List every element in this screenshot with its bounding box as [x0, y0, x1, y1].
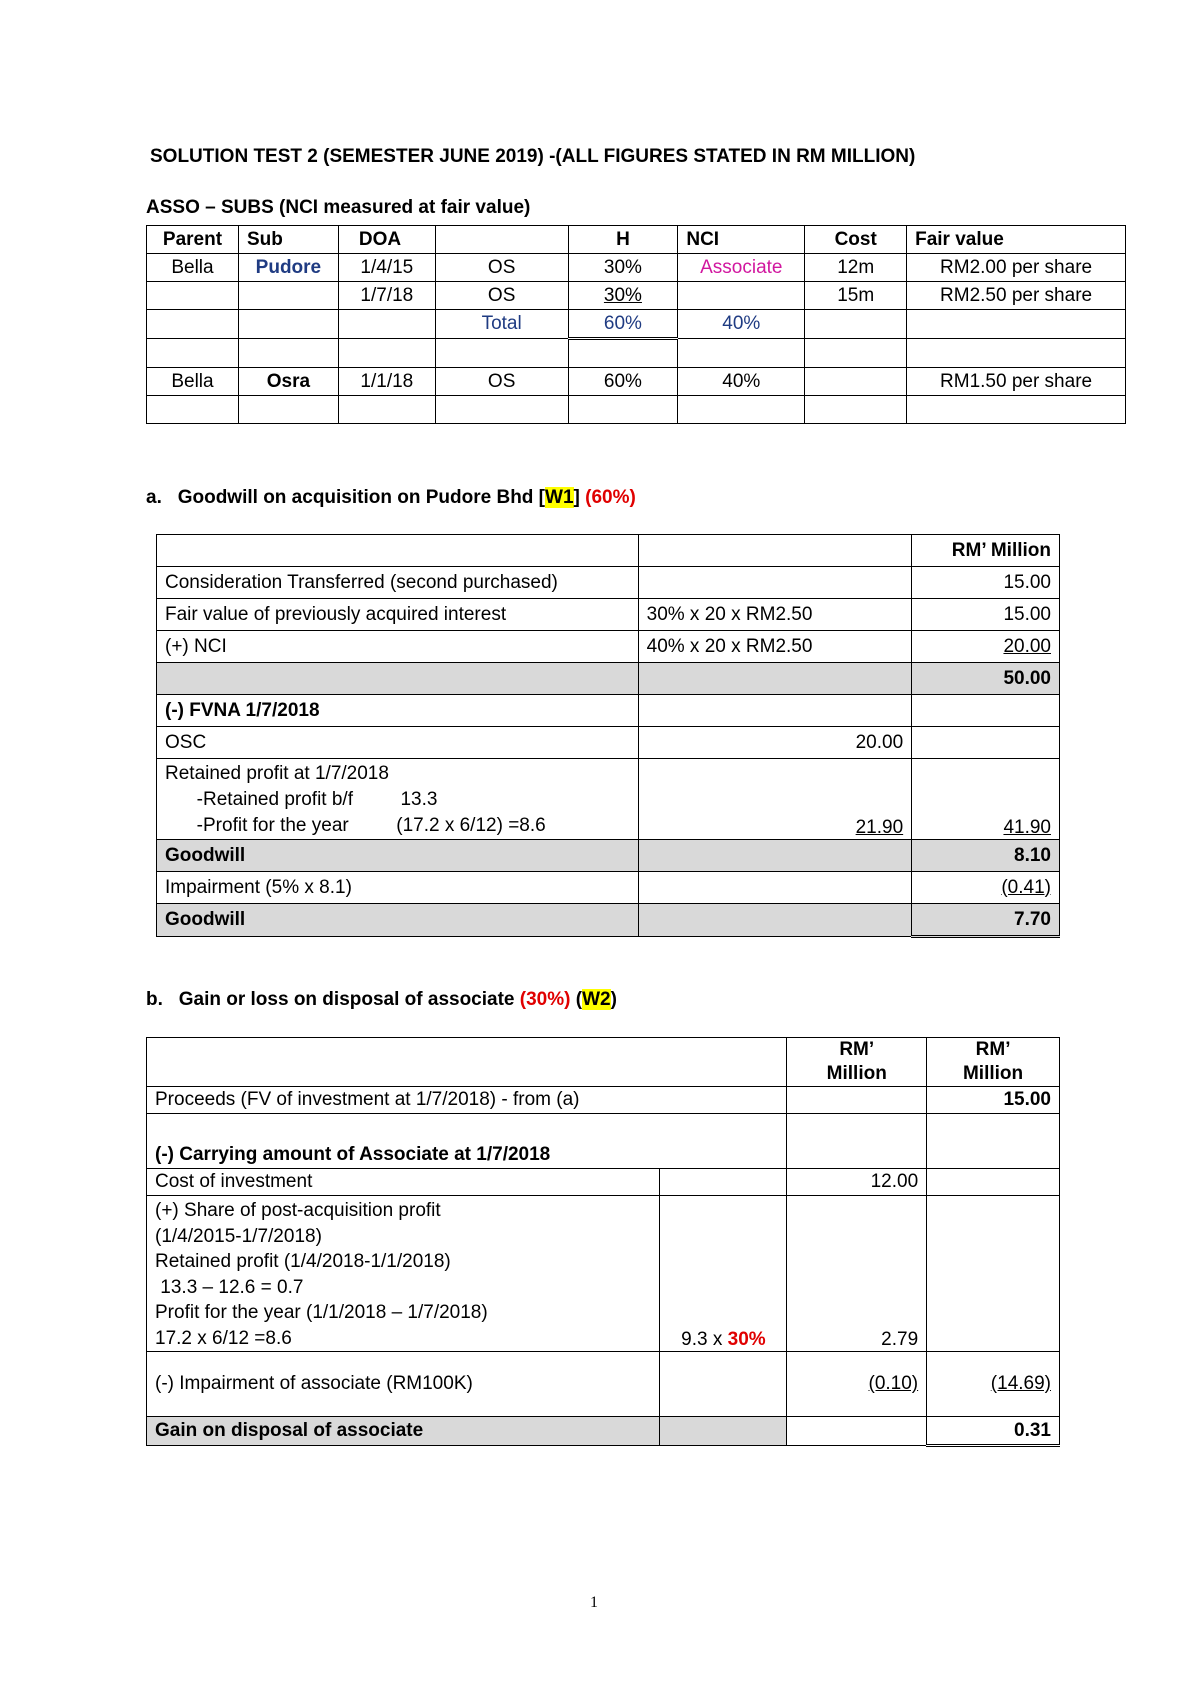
cell — [927, 1196, 1060, 1352]
cell: 1/4/15 — [338, 254, 435, 282]
cell: 30% — [568, 254, 678, 282]
section-b-pct: (30%) — [519, 989, 571, 1010]
row-value: 41.90 — [1003, 817, 1051, 838]
cell — [568, 339, 678, 368]
header-rm-million-1: RM’ Million — [787, 1038, 927, 1087]
row-calc — [638, 663, 912, 695]
cell: 60% — [568, 368, 678, 396]
page-number: 1 — [590, 1594, 598, 1611]
table-row — [147, 254, 1126, 282]
header-rm-million-2: RM’ Million — [927, 1038, 1060, 1087]
cell: 15m — [805, 282, 907, 310]
cell — [147, 282, 239, 310]
proceeds-value: 15.00 — [927, 1087, 1060, 1114]
row-mid: 20.00 — [638, 727, 912, 759]
cell: Total — [435, 310, 568, 339]
row-value: (0.41) — [912, 872, 1060, 904]
cell: 40% — [678, 310, 805, 339]
table-row — [157, 663, 1060, 695]
header-h: H — [568, 226, 678, 254]
section-b-text: Gain or loss on disposal of associate — [178, 989, 520, 1010]
row-calc — [638, 904, 912, 937]
cell: Bella — [147, 368, 239, 396]
section-b-prefix: b. — [146, 989, 163, 1010]
cost-mid: 12.00 — [787, 1169, 927, 1196]
table-row — [157, 759, 1060, 840]
section-a-ref: W1 — [545, 487, 574, 508]
cell — [787, 1417, 927, 1446]
cell — [927, 1114, 1060, 1169]
section-a-text: Goodwill on acquisition on Pudore Bhd [ — [177, 487, 546, 508]
cell — [805, 339, 907, 368]
cell: 60% — [568, 310, 678, 339]
table-row — [147, 339, 1126, 368]
table-row — [157, 840, 1060, 872]
cell: RM2.50 per share — [907, 282, 1126, 310]
cell — [907, 396, 1126, 424]
cell: OS — [435, 254, 568, 282]
row-label: (+) NCI — [157, 631, 639, 663]
table-row — [157, 695, 1060, 727]
table-row — [147, 282, 1126, 310]
row-calc — [638, 567, 912, 599]
goodwill-table — [156, 534, 1060, 938]
cell — [907, 339, 1126, 368]
row-calc — [638, 872, 912, 904]
row-label: Consideration Transferred (second purchased) — [157, 567, 639, 599]
table-row — [147, 1417, 1060, 1446]
row-calc: 40% x 20 x RM2.50 — [638, 631, 912, 663]
row-calc — [638, 840, 912, 872]
cell — [338, 310, 435, 339]
gain-value: 0.31 — [927, 1417, 1060, 1446]
row-mid: 21.90 — [855, 817, 904, 838]
cell: OS — [435, 282, 568, 310]
header-doa: DOA — [338, 226, 435, 254]
cell: 30% — [568, 282, 678, 310]
row-label: Fair value of previously acquired interest — [157, 599, 639, 631]
cell — [238, 396, 338, 424]
section-b-ref: W2 — [582, 989, 611, 1010]
cell — [660, 1169, 787, 1196]
table-row — [147, 368, 1126, 396]
cell: 1/1/18 — [338, 368, 435, 396]
cell — [805, 368, 907, 396]
section-b-heading — [146, 989, 617, 1011]
row-value: 20.00 — [912, 631, 1060, 663]
table-row — [157, 599, 1060, 631]
header-sub: Sub — [238, 226, 338, 254]
cell — [238, 310, 338, 339]
share-calc-pct: 30% — [727, 1329, 766, 1350]
cell — [147, 396, 239, 424]
cell: Bella — [147, 254, 239, 282]
cell — [927, 1169, 1060, 1196]
cell — [157, 535, 639, 567]
row-label — [157, 663, 639, 695]
share-label: (+) Share of post-acquisition profit (1/4/2015-1/7/2018) Retained profit (1/4/2018-1/1/2018) 13.3 – 12.6 = 0.7 Profit for the year (1/1/2018 – 1/7/2018) 17.2 x 6/12 =8.6 — [147, 1196, 660, 1352]
ownership-table — [146, 225, 1126, 424]
cell — [638, 535, 912, 567]
cell — [787, 1114, 927, 1169]
row-value: 15.00 — [912, 567, 1060, 599]
table-row — [147, 310, 1126, 339]
cell: 1/7/18 — [338, 282, 435, 310]
proceeds-label: Proceeds (FV of investment at 1/7/2018) - from (a) — [147, 1087, 787, 1114]
section-a-close: ] — [573, 487, 580, 508]
row-label: Goodwill — [157, 904, 639, 937]
row-label: Retained profit at 1/7/2018 -Retained profit b/f 13.3 -Profit for the year (17.2 x 6/12) =8.6 — [157, 759, 639, 840]
row-label: OSC — [157, 727, 639, 759]
table-row — [157, 631, 1060, 663]
cell — [805, 396, 907, 424]
share-calc: 9.3 x — [681, 1329, 728, 1350]
cell — [805, 310, 907, 339]
share-mid: 2.79 — [787, 1196, 927, 1352]
cell — [660, 1352, 787, 1417]
table-header-row — [157, 535, 1060, 567]
cell — [568, 396, 678, 424]
cell — [678, 339, 805, 368]
table-row — [147, 1114, 1060, 1169]
row-value: 50.00 — [912, 663, 1060, 695]
disposal-table — [146, 1037, 1060, 1447]
cell — [338, 339, 435, 368]
table-header-row — [147, 226, 1126, 254]
row-value: 8.10 — [912, 840, 1060, 872]
row-value — [912, 695, 1060, 727]
cell — [338, 396, 435, 424]
cell — [907, 310, 1126, 339]
cell — [435, 339, 568, 368]
cell: Osra — [238, 368, 338, 396]
table-row — [147, 1169, 1060, 1196]
impair-mid: (0.10) — [787, 1352, 927, 1417]
header-parent: Parent — [147, 226, 239, 254]
row-value: 15.00 — [912, 599, 1060, 631]
cell — [435, 396, 568, 424]
table-row — [147, 396, 1126, 424]
section-a-prefix: a. — [146, 487, 162, 508]
header-blank — [435, 226, 568, 254]
cell — [147, 1038, 787, 1087]
impair-value: (14.69) — [927, 1352, 1060, 1417]
cell: RM2.00 per share — [907, 254, 1126, 282]
document-title: SOLUTION TEST 2 (SEMESTER JUNE 2019) -(ALL FIGURES STATED IN RM MILLION) — [150, 146, 916, 167]
table-row — [147, 1196, 1060, 1352]
impair-label: (-) Impairment of associate (RM100K) — [147, 1352, 660, 1417]
header-nci: NCI — [678, 226, 805, 254]
row-label: (-) FVNA 1/7/2018 — [157, 695, 639, 727]
row-calc: 30% x 20 x RM2.50 — [638, 599, 912, 631]
row-label: Impairment (5% x 8.1) — [157, 872, 639, 904]
section-b-open: ( — [570, 989, 583, 1010]
cell — [238, 339, 338, 368]
cell — [147, 339, 239, 368]
table-row — [157, 727, 1060, 759]
cell: Associate — [678, 254, 805, 282]
row-value — [912, 727, 1060, 759]
gain-label: Gain on disposal of associate — [147, 1417, 660, 1446]
cell: RM1.50 per share — [907, 368, 1126, 396]
cost-label: Cost of investment — [147, 1169, 660, 1196]
row-value: 7.70 — [912, 904, 1060, 937]
document-subtitle: ASSO – SUBS (NCI measured at fair value) — [146, 197, 531, 218]
section-a-heading — [146, 487, 636, 509]
table-row — [157, 904, 1060, 937]
table-row — [157, 567, 1060, 599]
cell — [678, 282, 805, 310]
cell — [678, 396, 805, 424]
table-header-row — [147, 1038, 1060, 1087]
cell — [147, 310, 239, 339]
cell — [787, 1087, 927, 1114]
header-rm-million: RM’ Million — [912, 535, 1060, 567]
row-calc — [638, 695, 912, 727]
cell: 12m — [805, 254, 907, 282]
cell — [238, 282, 338, 310]
cell: OS — [435, 368, 568, 396]
cell: 40% — [678, 368, 805, 396]
table-row — [147, 1087, 1060, 1114]
table-row — [157, 872, 1060, 904]
section-a-pct: (60%) — [585, 487, 636, 508]
header-fair-value: Fair value — [907, 226, 1126, 254]
header-cost: Cost — [805, 226, 907, 254]
section-b-close: ) — [610, 989, 617, 1010]
share-calc-cell — [660, 1196, 787, 1352]
carrying-label: (-) Carrying amount of Associate at 1/7/2018 — [147, 1114, 787, 1169]
cell — [660, 1417, 787, 1446]
table-row — [147, 1352, 1060, 1417]
cell: Pudore — [238, 254, 338, 282]
row-label: Goodwill — [157, 840, 639, 872]
